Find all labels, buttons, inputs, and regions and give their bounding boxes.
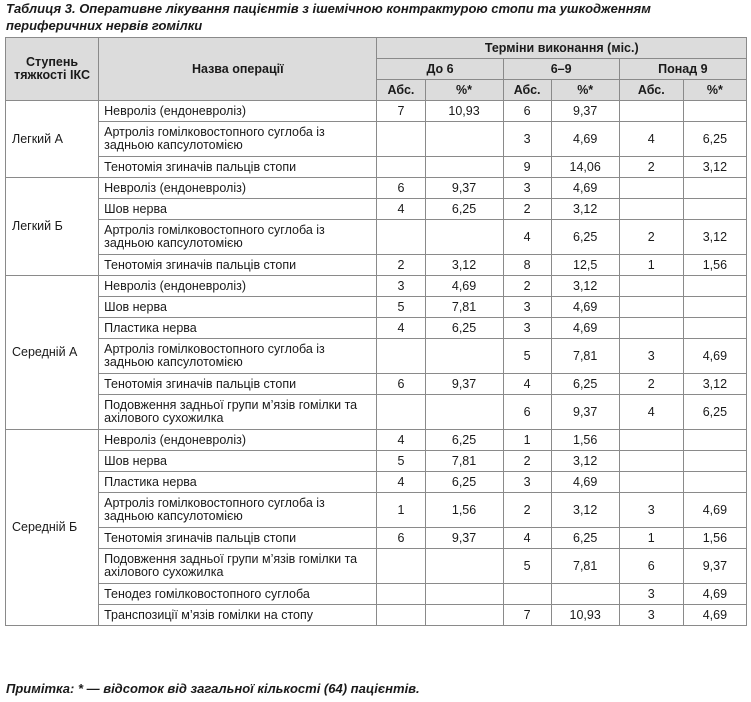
pct-value-cell: 4,69 <box>425 276 503 297</box>
table-row <box>6 395 747 430</box>
abs-value-cell: 5 <box>377 297 425 318</box>
abs-value-cell <box>503 584 551 605</box>
pct-value-cell: 7,81 <box>425 451 503 472</box>
table-row <box>6 276 747 297</box>
pct-value-cell <box>683 178 746 199</box>
pct-value-cell <box>551 584 619 605</box>
operation-cell: Тенотомія згиначів пальців стопи <box>99 528 377 549</box>
pct-value-cell: 9,37 <box>425 178 503 199</box>
abs-value-cell: 5 <box>503 339 551 374</box>
pct-value-cell <box>425 549 503 584</box>
operation-cell: Пластика нерва <box>99 318 377 339</box>
table-row <box>6 122 747 157</box>
abs-value-cell <box>377 605 425 626</box>
abs-value-cell: 4 <box>503 374 551 395</box>
period-header: До 6 <box>377 59 503 80</box>
table-row <box>6 430 747 451</box>
operation-cell: Тенодез гомілковостопного суглоба <box>99 584 377 605</box>
abs-value-cell: 7 <box>503 605 551 626</box>
pct-value-cell <box>683 430 746 451</box>
abs-value-cell <box>377 395 425 430</box>
pct-value-cell <box>425 220 503 255</box>
pct-value-cell: 9,37 <box>425 374 503 395</box>
abs-value-cell: 9 <box>503 157 551 178</box>
pct-value-cell: 3,12 <box>425 255 503 276</box>
period-header: Понад 9 <box>619 59 746 80</box>
pct-value-cell: 9,37 <box>683 549 746 584</box>
abs-value-cell: 3 <box>503 122 551 157</box>
operation-cell: Тенотомія згиначів пальців стопи <box>99 255 377 276</box>
abs-value-cell: 6 <box>377 178 425 199</box>
pct-value-cell: 14,06 <box>551 157 619 178</box>
terms-header: Терміни виконання (міс.) <box>377 38 747 59</box>
pct-value-cell: 4,69 <box>683 605 746 626</box>
abs-value-cell: 3 <box>619 339 683 374</box>
abs-value-cell: 2 <box>503 451 551 472</box>
severity-header: Ступень тяжкості ІКС <box>6 38 99 101</box>
pct-header: %* <box>683 80 746 101</box>
table-row <box>6 605 747 626</box>
abs-value-cell: 3 <box>503 318 551 339</box>
pct-value-cell: 4,69 <box>551 122 619 157</box>
operation-cell: Шов нерва <box>99 199 377 220</box>
abs-value-cell <box>377 339 425 374</box>
abs-header: Абс. <box>619 80 683 101</box>
pct-value-cell <box>425 122 503 157</box>
abs-value-cell: 3 <box>377 276 425 297</box>
pct-value-cell: 6,25 <box>551 220 619 255</box>
pct-value-cell <box>683 318 746 339</box>
abs-value-cell <box>619 430 683 451</box>
pct-value-cell: 10,93 <box>551 605 619 626</box>
pct-value-cell: 12,5 <box>551 255 619 276</box>
abs-value-cell: 4 <box>619 122 683 157</box>
operation-cell: Транспозиції м’язів гомілки на стопу <box>99 605 377 626</box>
table-body <box>6 101 747 626</box>
operation-cell: Подовження задньої групи м’язів гомілки та ахілового сухожилка <box>99 395 377 430</box>
abs-value-cell <box>619 199 683 220</box>
abs-value-cell <box>619 472 683 493</box>
abs-value-cell: 6 <box>503 395 551 430</box>
abs-value-cell <box>619 451 683 472</box>
pct-value-cell: 10,93 <box>425 101 503 122</box>
abs-value-cell <box>619 178 683 199</box>
pct-value-cell <box>683 276 746 297</box>
abs-value-cell: 1 <box>619 255 683 276</box>
table-row <box>6 339 747 374</box>
severity-group-cell: Середній Б <box>6 430 99 626</box>
abs-header: Абс. <box>377 80 425 101</box>
abs-value-cell: 7 <box>377 101 425 122</box>
abs-value-cell <box>619 276 683 297</box>
operation-cell: Пластика нерва <box>99 472 377 493</box>
pct-value-cell: 7,81 <box>425 297 503 318</box>
abs-value-cell: 3 <box>619 493 683 528</box>
pct-value-cell: 4,69 <box>683 493 746 528</box>
pct-value-cell: 6,25 <box>683 395 746 430</box>
abs-value-cell <box>377 157 425 178</box>
abs-value-cell: 1 <box>503 430 551 451</box>
abs-value-cell <box>619 318 683 339</box>
abs-value-cell: 4 <box>377 318 425 339</box>
abs-value-cell: 3 <box>503 178 551 199</box>
abs-value-cell: 3 <box>619 605 683 626</box>
operations-table <box>5 37 747 626</box>
abs-value-cell: 1 <box>619 528 683 549</box>
pct-header: %* <box>425 80 503 101</box>
abs-value-cell <box>377 549 425 584</box>
pct-value-cell <box>683 199 746 220</box>
abs-header: Абс. <box>503 80 551 101</box>
pct-value-cell: 3,12 <box>683 374 746 395</box>
operation-cell: Тенотомія згиначів пальців стопи <box>99 157 377 178</box>
pct-value-cell: 6,25 <box>683 122 746 157</box>
severity-group-cell: Середній А <box>6 276 99 430</box>
table-row <box>6 178 747 199</box>
pct-value-cell: 1,56 <box>551 430 619 451</box>
abs-value-cell: 4 <box>377 199 425 220</box>
pct-value-cell: 9,37 <box>425 528 503 549</box>
pct-value-cell: 7,81 <box>551 339 619 374</box>
abs-value-cell: 3 <box>619 584 683 605</box>
pct-value-cell <box>425 584 503 605</box>
abs-value-cell: 2 <box>619 220 683 255</box>
abs-value-cell <box>619 297 683 318</box>
abs-value-cell: 2 <box>503 199 551 220</box>
pct-value-cell: 1,56 <box>683 528 746 549</box>
operation-cell: Невроліз (ендоневроліз) <box>99 101 377 122</box>
pct-value-cell <box>683 451 746 472</box>
pct-value-cell: 3,12 <box>551 493 619 528</box>
pct-value-cell: 3,12 <box>683 157 746 178</box>
pct-value-cell: 4,69 <box>551 472 619 493</box>
abs-value-cell: 4 <box>377 472 425 493</box>
operation-header: Назва операції <box>99 38 377 101</box>
operation-cell: Артроліз гомілковостопного суглоба із задньою капсулотомією <box>99 122 377 157</box>
pct-value-cell: 4,69 <box>551 318 619 339</box>
table-row <box>6 472 747 493</box>
abs-value-cell: 6 <box>377 528 425 549</box>
pct-value-cell: 1,56 <box>425 493 503 528</box>
abs-value-cell <box>377 220 425 255</box>
pct-value-cell: 9,37 <box>551 395 619 430</box>
pct-value-cell: 6,25 <box>551 374 619 395</box>
table-row <box>6 528 747 549</box>
table-row <box>6 297 747 318</box>
pct-value-cell: 6,25 <box>425 318 503 339</box>
pct-value-cell <box>425 339 503 374</box>
abs-value-cell: 4 <box>619 395 683 430</box>
abs-value-cell: 6 <box>619 549 683 584</box>
pct-value-cell: 7,81 <box>551 549 619 584</box>
abs-value-cell: 5 <box>377 451 425 472</box>
operation-cell: Шов нерва <box>99 451 377 472</box>
pct-value-cell: 3,12 <box>551 451 619 472</box>
abs-value-cell: 2 <box>619 157 683 178</box>
pct-value-cell <box>425 605 503 626</box>
abs-value-cell: 2 <box>503 276 551 297</box>
operation-cell: Артроліз гомілковостопного суглоба із задньою капсулотомією <box>99 493 377 528</box>
table-row <box>6 199 747 220</box>
abs-value-cell: 2 <box>503 493 551 528</box>
abs-value-cell: 2 <box>377 255 425 276</box>
table-row <box>6 318 747 339</box>
abs-value-cell: 3 <box>503 297 551 318</box>
pct-value-cell <box>683 472 746 493</box>
pct-header: %* <box>551 80 619 101</box>
abs-value-cell <box>377 584 425 605</box>
operation-cell: Невроліз (ендоневроліз) <box>99 178 377 199</box>
abs-value-cell: 2 <box>619 374 683 395</box>
pct-value-cell: 4,69 <box>551 178 619 199</box>
table-row <box>6 101 747 122</box>
abs-value-cell: 6 <box>503 101 551 122</box>
pct-value-cell: 3,12 <box>551 199 619 220</box>
table-row <box>6 493 747 528</box>
pct-value-cell: 6,25 <box>425 199 503 220</box>
abs-value-cell: 4 <box>377 430 425 451</box>
table-row <box>6 157 747 178</box>
table-caption: Таблиця 3. Оперативне лікування пацієнтів з ішемічною контрактурою стопи та ушкодженням периферичних нервів гомілки <box>6 1 651 33</box>
table-note: Примітка: * — відсоток від загальної кількості (64) пацієнтів. <box>6 681 420 696</box>
pct-value-cell: 1,56 <box>683 255 746 276</box>
operation-cell: Артроліз гомілковостопного суглоба із задньою капсулотомією <box>99 220 377 255</box>
pct-value-cell: 6,25 <box>425 472 503 493</box>
severity-group-cell: Легкий А <box>6 101 99 178</box>
severity-group-cell: Легкий Б <box>6 178 99 276</box>
pct-value-cell: 9,37 <box>551 101 619 122</box>
pct-value-cell <box>425 395 503 430</box>
operation-cell: Шов нерва <box>99 297 377 318</box>
abs-value-cell: 3 <box>503 472 551 493</box>
operation-cell: Невроліз (ендоневроліз) <box>99 430 377 451</box>
abs-value-cell <box>619 101 683 122</box>
pct-value-cell <box>425 157 503 178</box>
table-row <box>6 220 747 255</box>
pct-value-cell: 4,69 <box>683 339 746 374</box>
table-row <box>6 549 747 584</box>
operation-cell: Тенотомія згиначів пальців стопи <box>99 374 377 395</box>
operation-cell: Подовження задньої групи м’язів гомілки та ахілового сухожилка <box>99 549 377 584</box>
pct-value-cell: 6,25 <box>551 528 619 549</box>
abs-value-cell: 5 <box>503 549 551 584</box>
operation-cell: Невроліз (ендоневроліз) <box>99 276 377 297</box>
abs-value-cell: 6 <box>377 374 425 395</box>
operation-cell: Артроліз гомілковостопного суглоба із задньою капсулотомією <box>99 339 377 374</box>
pct-value-cell: 4,69 <box>683 584 746 605</box>
pct-value-cell <box>683 101 746 122</box>
pct-value-cell: 4,69 <box>551 297 619 318</box>
table-row <box>6 584 747 605</box>
pct-value-cell: 3,12 <box>683 220 746 255</box>
abs-value-cell: 8 <box>503 255 551 276</box>
abs-value-cell <box>377 122 425 157</box>
abs-value-cell: 1 <box>377 493 425 528</box>
table-row <box>6 374 747 395</box>
abs-value-cell: 4 <box>503 528 551 549</box>
abs-value-cell: 4 <box>503 220 551 255</box>
pct-value-cell: 3,12 <box>551 276 619 297</box>
table-row <box>6 451 747 472</box>
table-row <box>6 255 747 276</box>
pct-value-cell: 6,25 <box>425 430 503 451</box>
period-header: 6–9 <box>503 59 619 80</box>
pct-value-cell <box>683 297 746 318</box>
